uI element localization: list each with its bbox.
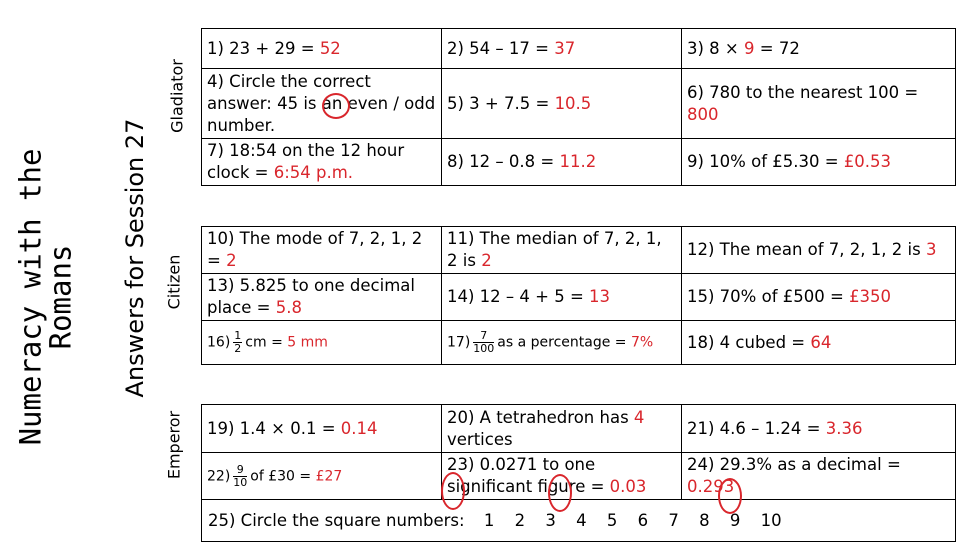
q13-answer: 5.8 (275, 298, 302, 317)
q7-cell: 7) 18:54 on the 12 hour clock = 6:54 p.m. (202, 139, 442, 186)
q14-cell: 14) 12 – 4 + 5 = 13 (442, 274, 682, 321)
answer-circle-1 (441, 472, 465, 510)
q3-answer: 9 (744, 38, 755, 58)
q23-cell: 23) 0.0271 to one significant figure = 0.03 (442, 453, 682, 500)
q23-answer: 0.03 (609, 477, 647, 496)
q9-answer: £0.53 (843, 152, 892, 171)
q1-cell: 1) 23 + 29 = 52 (202, 29, 442, 69)
answer-circle-9 (718, 478, 742, 514)
q19-answer: 0.14 (340, 418, 378, 438)
q18-cell: 18) 4 cubed = 64 (682, 321, 956, 365)
q10-answer: 2 (226, 251, 237, 270)
q16-fraction: $\frac{1}{2}$ (234, 329, 242, 355)
q6-answer: 800 (687, 104, 719, 124)
q8-cell: 8) 12 – 0.8 = 11.2 (442, 139, 682, 186)
q12-cell: 12) The mean of 7, 2, 1, 2 is 3 (682, 227, 956, 274)
q20-cell: 20) A tetrahedron has 4 vertices (442, 405, 682, 453)
answer-circle-odd (322, 93, 350, 119)
q8-answer: 11.2 (559, 152, 597, 171)
q22-answer: £27 (315, 468, 343, 484)
q16-answer: 5 mm (287, 334, 328, 351)
number-9: 9 (729, 510, 741, 530)
number-6: 6 (637, 510, 649, 530)
page-subtitle: Answers for Session 27 (121, 118, 149, 398)
number-10: 10 (760, 510, 782, 530)
q16-cell: 16) $\frac{1}{2}$ cm = 5 mm (202, 321, 442, 365)
q24-cell: 24) 29.3% as a decimal = 0.293 (682, 453, 956, 500)
q10-cell: 10) The mode of 7, 2, 1, 2 = 2 (202, 227, 442, 274)
number-8: 8 (699, 510, 710, 530)
number-2: 2 (514, 510, 526, 530)
q21-cell: 21) 4.6 – 1.24 = 3.36 (682, 405, 956, 453)
q2-cell: 2) 54 – 17 = 37 (442, 29, 682, 69)
q17-fraction: $\frac{7}{100}$ (473, 329, 495, 355)
level-label-gladiator: Gladiator (167, 59, 187, 133)
title-line-2: Romans (44, 244, 78, 350)
number-1: 1 (483, 510, 495, 530)
number-5: 5 (606, 510, 618, 530)
title-line-1: Numeracy with the (13, 148, 48, 446)
q5-answer: 10.5 (554, 93, 592, 113)
q24-answer: 0.293 (687, 477, 735, 496)
number-7: 7 (668, 510, 679, 530)
q17-answer: 7% (630, 334, 654, 351)
q18-answer: 64 (810, 332, 832, 352)
q5-cell: 5) 3 + 7.5 = 10.5 (442, 69, 682, 139)
q12-answer: 3 (925, 240, 937, 259)
citizen-table (201, 226, 956, 365)
q22-fraction: $\frac{9}{10}$ (233, 462, 248, 489)
square-number-list (484, 511, 797, 530)
q22-cell: 22) $\frac{9}{10}$ of £30 = £27 (202, 453, 442, 500)
page-title (13, 148, 78, 446)
number-3: 3 (545, 510, 556, 530)
q15-answer: £350 (849, 287, 892, 306)
q6-cell: 6) 780 to the nearest 100 = 800 (682, 69, 956, 139)
level-label-emperor: Emperor (164, 410, 184, 480)
gladiator-table (201, 28, 956, 186)
q20-answer: 4 (633, 407, 645, 427)
q17-cell: 17) $\frac{7}{100}$ as a percentage = 7% (442, 321, 682, 365)
q15-cell: 15) 70% of £500 = £350 (682, 274, 956, 321)
q2-answer: 37 (554, 38, 576, 58)
emperor-table (201, 404, 956, 542)
q25-cell: 25) Circle the square numbers: 1 2 3 4 5 6 7 8 9 10 (202, 500, 956, 542)
q14-answer: 13 (589, 287, 611, 306)
q11-answer: 2 (481, 251, 492, 270)
q3-cell: 3) 8 × 9 = 72 (682, 29, 956, 69)
answer-circle-4 (548, 474, 572, 512)
q9-cell: 9) 10% of £5.30 = £0.53 (682, 139, 956, 186)
q11-cell: 11) The median of 7, 2, 1, 2 is 2 (442, 227, 682, 274)
q4-cell: 4) Circle the correct answer: 45 is an even / odd number. (202, 69, 442, 139)
q21-answer: 3.36 (825, 418, 863, 438)
q1-answer: 52 (319, 38, 341, 58)
q13-cell: 13) 5.825 to one decimal place = 5.8 (202, 274, 442, 321)
q19-cell: 19) 1.4 × 0.1 = 0.14 (202, 405, 442, 453)
q7-answer: 6:54 p.m. (273, 163, 354, 182)
number-4: 4 (576, 510, 587, 530)
level-label-citizen: Citizen (164, 254, 184, 310)
